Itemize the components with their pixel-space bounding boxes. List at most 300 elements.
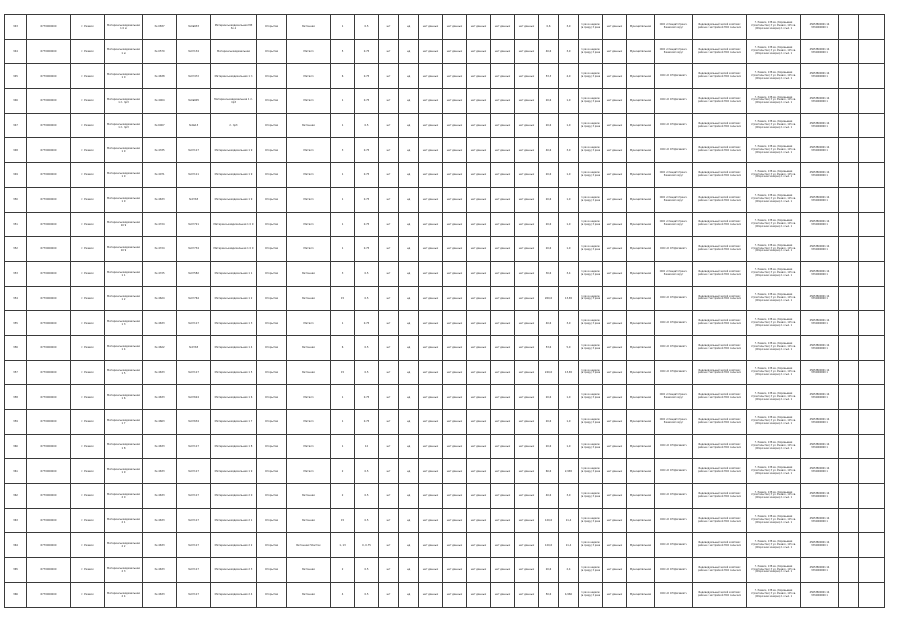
cell-field-14: нет данных	[419, 138, 443, 163]
cell-field-18: нет данных	[515, 187, 539, 212]
cell-empty	[839, 237, 859, 262]
cell-availability: нд	[399, 163, 419, 188]
cell-ownership: Муниципальная	[627, 434, 655, 459]
cell-empty	[839, 434, 859, 459]
cell-field-15: нет данных	[443, 39, 467, 64]
cell-waste-sources: Индивидуальный жилой комплекс района с застройкой ПСО сельских	[693, 286, 747, 311]
cell-site-address: Материнськаядизельная 2 4	[105, 582, 143, 607]
cell-served-addresses: Г. Ржевск, 138 кв. (Коровьевая строительство) 3 ул. Ржевск, 115 кв. (Сборочная зонирна) 1 ссыл. 1	[747, 163, 801, 188]
cell-waste-volume: 20,6	[539, 163, 559, 188]
cell-site-type: Открытая	[257, 434, 287, 459]
cell-unit: шт	[379, 39, 399, 64]
cell-operator: ООО «Спецавтотранс» Ржевский округ	[655, 212, 693, 237]
cell-settlement: г. Ржевск	[71, 459, 105, 484]
cell-field-22: нет данных	[603, 582, 627, 607]
cell-okato-code: 6770000000	[27, 484, 71, 509]
cell-site-name: Материнськаядизельная 2 4	[211, 582, 257, 607]
cell-waste-sources: Индивидуальный жилой комплекс района с застройкой ПСО сельских	[693, 138, 747, 163]
cell-latitude: 3к.4633	[143, 558, 177, 583]
cell-empty	[839, 533, 859, 558]
cell-row-number: 344	[5, 39, 27, 64]
table-row	[5, 163, 885, 188]
cell-pickup-schedule: 1 раз в неделю (в среду) 3 раза	[579, 311, 603, 336]
cell-latitude: 3к.4071	[143, 163, 177, 188]
cell-site-type: Открытая	[257, 163, 287, 188]
cell-container-volume: 0, 0.75	[355, 533, 379, 558]
cell-site-type: Открытая	[257, 15, 287, 40]
cell-field-15: нет данных	[443, 163, 467, 188]
cell-container-volume: 0.75	[355, 311, 379, 336]
cell-field-16: нет данных	[467, 113, 491, 138]
cell-served-addresses: Г. Ржевск, 138 кв. (Коровьевая строительство) 3 ул. Ржевск, 115 кв. (Сборочная зонирна) 1 ссыл. 1	[747, 434, 801, 459]
cell-longitude: 3к0т117	[177, 484, 211, 509]
cell-empty	[839, 286, 859, 311]
cell-latitude: 3к.0570	[143, 39, 177, 64]
cell-row-number: 363	[5, 508, 27, 533]
cell-row-number: 349	[5, 163, 27, 188]
cell-longitude: 3к0т117	[177, 360, 211, 385]
cell-field-18: нет данных	[515, 459, 539, 484]
cell-longitude: 3к0т111	[177, 163, 211, 188]
cell-field-15: нет данных	[443, 533, 467, 558]
cell-longitude: 3к0в605	[177, 89, 211, 114]
cell-unit: шт	[379, 410, 399, 435]
cell-settlement: г. Ржевск	[71, 15, 105, 40]
cell-field-15: нет данных	[443, 508, 467, 533]
cell-waste-volume: 53,6	[539, 335, 559, 360]
cell-surface-type: Металл	[287, 410, 331, 435]
cell-container-volume: 0.75	[355, 385, 379, 410]
cell-waste-mass: 4,9	[559, 64, 579, 89]
cell-availability: нд	[399, 410, 419, 435]
cell-okato-code: 6770000000	[27, 311, 71, 336]
cell-site-name: Материнськаядизельная 2 2	[211, 533, 257, 558]
cell-field-16: нет данных	[467, 187, 491, 212]
cell-availability: нд	[399, 64, 419, 89]
cell-latitude: 3к.4633	[143, 360, 177, 385]
cell-site-type: Открытая	[257, 533, 287, 558]
cell-empty	[839, 558, 859, 583]
cell-field-17: нет данных	[491, 582, 515, 607]
cell-empty	[839, 484, 859, 509]
cell-site-type: Открытая	[257, 385, 287, 410]
data-table	[4, 14, 885, 608]
cell-site-type: Открытая	[257, 360, 287, 385]
cell-row-number: 359	[5, 410, 27, 435]
cell-empty	[859, 484, 885, 509]
cell-waste-mass: 2,965	[559, 459, 579, 484]
cell-field-17: нет данных	[491, 163, 515, 188]
cell-site-type: Открытая	[257, 311, 287, 336]
cell-field-14: нет данных	[419, 113, 443, 138]
table-row	[5, 187, 885, 212]
cell-settlement: г. Ржевск	[71, 138, 105, 163]
cell-waste-mass: 4,960	[559, 582, 579, 607]
cell-field-17: нет данных	[491, 558, 515, 583]
cell-site-name: Материнськаядизельная 1 9	[211, 187, 257, 212]
cell-site-name: Материнськаядизельная 1 п. пр3	[211, 89, 257, 114]
cell-ownership: Муниципальная	[627, 410, 655, 435]
cell-field-17: нет данных	[491, 64, 515, 89]
cell-field-18: нет данных	[515, 286, 539, 311]
cell-surface-type: Металл	[287, 311, 331, 336]
cell-okato-code: 6770000000	[27, 212, 71, 237]
cell-served-addresses: Г. Ржевск, 138 кв. (Коровьевая строительство) 3 ул. Ржевск, 115 кв. (Сборочная зонирна) 1 ссыл. 1	[747, 484, 801, 509]
cell-operator: ООО «К ОП Дагавиат»	[655, 484, 693, 509]
cell-field-17: нет данных	[491, 39, 515, 64]
cell-settlement: г. Ржевск	[71, 187, 105, 212]
cell-pickup-schedule: 1 раз в неделю (в среду) 3 раза	[579, 335, 603, 360]
cell-field-22: нет данных	[603, 558, 627, 583]
cell-okato-code: 6770000000	[27, 237, 71, 262]
cell-served-addresses: Г. Ржевск, 138 кв. (Коровьевая строительство) 3 ул. Ржевск, 115 кв. (Сборочная зонирна) 1 ссыл. 1	[747, 15, 801, 40]
cell-empty	[839, 508, 859, 533]
cell-settlement: г. Ржевск	[71, 582, 105, 607]
cell-ownership: Муниципальная	[627, 89, 655, 114]
cell-site-name: Материнськаядизельная 1 0 9	[211, 237, 257, 262]
cell-waste-sources: Индивидуальный жилой комплекс района с застройкой ПСО сельских	[693, 113, 747, 138]
cell-okato-code: 6770000000	[27, 459, 71, 484]
cell-container-volume: 0.5	[355, 113, 379, 138]
cell-field-14: нет данных	[419, 385, 443, 410]
cell-settlement: г. Ржевск	[71, 311, 105, 336]
cell-operator: ООО «Спецавтотранс» Ржевский округ	[655, 187, 693, 212]
cell-okato-code: 6770000000	[27, 286, 71, 311]
cell-unit: шт	[379, 434, 399, 459]
cell-field-16: нет данных	[467, 434, 491, 459]
cell-oktmo-code: 45653800001 14 3334000000 1	[801, 163, 839, 188]
cell-container-volume: 12	[355, 434, 379, 459]
cell-row-number: 343	[5, 15, 27, 40]
cell-empty	[839, 89, 859, 114]
cell-served-addresses: Г. Ржевск, 138 кв. (Коровьевая строительство) 3 ул. Ржевск, 115 кв. (Сборочная зонирна) 1 ссыл. 1	[747, 508, 801, 533]
cell-row-number: 361	[5, 459, 27, 484]
cell-longitude: 3к0т117	[177, 138, 211, 163]
cell-waste-volume: 40,6	[539, 311, 559, 336]
cell-pickup-schedule: 1 раз в неделю (в среду) 3 раза	[579, 113, 603, 138]
cell-served-addresses: Г. Ржевск, 138 кв. (Коровьевая строительство) 3 ул. Ржевск, 115 кв. (Сборочная зонирна) 1 ссыл. 1	[747, 237, 801, 262]
cell-pickup-schedule: 1 раз в неделю (в среду) 3 раза	[579, 508, 603, 533]
cell-site-type: Открытая	[257, 459, 287, 484]
cell-waste-mass: 3,9	[559, 138, 579, 163]
cell-settlement: г. Ржевск	[71, 335, 105, 360]
cell-field-17: нет данных	[491, 89, 515, 114]
cell-site-address: Материнськаядизельная 1 9	[105, 138, 143, 163]
cell-ownership: Муниципальная	[627, 212, 655, 237]
cell-field-17: нет данных	[491, 261, 515, 286]
cell-row-number: 352	[5, 237, 27, 262]
cell-field-17: нет данных	[491, 138, 515, 163]
cell-surface-type: Металл	[287, 138, 331, 163]
cell-waste-sources: Индивидуальный жилой комплекс района с застройкой ПСО сельских	[693, 533, 747, 558]
cell-availability: нд	[399, 533, 419, 558]
cell-row-number: 365	[5, 558, 27, 583]
table-row	[5, 582, 885, 607]
cell-latitude: 3к.4633	[143, 533, 177, 558]
cell-field-16: нет данных	[467, 459, 491, 484]
cell-unit: шт	[379, 261, 399, 286]
cell-container-volume: 0.5	[355, 286, 379, 311]
cell-ownership: Муниципальная	[627, 484, 655, 509]
cell-row-number: 362	[5, 484, 27, 509]
cell-availability: нд	[399, 212, 419, 237]
cell-ownership: Муниципальная	[627, 360, 655, 385]
cell-pickup-schedule: 1 раз в неделю (в среду) 3 раза	[579, 138, 603, 163]
cell-served-addresses: Г. Ржевск, 138 кв. (Коровьевая строительство) 3 ул. Ржевск, 115 кв. (Сборочная зонирна) 1 ссыл. 1	[747, 410, 801, 435]
cell-waste-volume: 0,6	[539, 15, 559, 40]
cell-oktmo-code: 45653800001 14 3334000000 1	[801, 582, 839, 607]
cell-operator: ООО «Спецавтотранс» Ржевский округ	[655, 385, 693, 410]
cell-availability: нд	[399, 138, 419, 163]
cell-served-addresses: Г. Ржевск, 138 кв. (Коровьевая строительство) 3 ул. Ржевск, 115 кв. (Сборочная зонирна) 1 ссыл. 1	[747, 261, 801, 286]
cell-container-volume: 0.75	[355, 89, 379, 114]
cell-served-addresses: Г. Ржевск, 138 кв. (Коровьевая строительство) 3 ул. Ржевск, 115 кв. (Сборочная зонирна) 1 ссыл. 1	[747, 286, 801, 311]
cell-container-count: 4	[331, 582, 355, 607]
cell-empty	[859, 64, 885, 89]
cell-oktmo-code: 45653800001 14 3334000000 1	[801, 335, 839, 360]
cell-waste-volume: 20,6	[539, 410, 559, 435]
cell-site-address: Материнськаядизельная 1 6	[105, 385, 143, 410]
cell-site-name: Материнськаядизельная 1 2	[211, 286, 257, 311]
cell-ownership: Муниципальная	[627, 311, 655, 336]
cell-served-addresses: Г. Ржевск, 138 кв. (Коровьевая строительство) 3 ул. Ржевск, 115 кв. (Сборочная зонирна) 1 ссыл. 1	[747, 64, 801, 89]
cell-field-17: нет данных	[491, 335, 515, 360]
cell-operator: ООО «К ОП Дагавиат»	[655, 434, 693, 459]
cell-ownership: Муниципальная	[627, 39, 655, 64]
cell-waste-volume: 20,6	[539, 113, 559, 138]
table-row	[5, 89, 885, 114]
cell-waste-sources: Индивидуальный жилой комплекс района с застройкой ПСО сельских	[693, 39, 747, 64]
cell-latitude: 3к.4638	[143, 64, 177, 89]
cell-availability: нд	[399, 434, 419, 459]
cell-field-14: нет данных	[419, 311, 443, 336]
cell-waste-mass: 3,9	[559, 15, 579, 40]
cell-container-volume: 0.5	[355, 582, 379, 607]
cell-ownership: Муниципальная	[627, 237, 655, 262]
cell-waste-volume: 240,6	[539, 360, 559, 385]
cell-site-type: Открытая	[257, 410, 287, 435]
cell-surface-type: Бетонная	[287, 558, 331, 583]
cell-waste-sources: Индивидуальный жилой комплекс района с застройкой ПСО сельских	[693, 311, 747, 336]
cell-waste-mass: 1,9	[559, 434, 579, 459]
cell-served-addresses: Г. Ржевск, 138 кв. (Коровьевая строительство) 3 ул. Ржевск, 115 кв. (Сборочная зонирна) 1 ссыл. 1	[747, 39, 801, 64]
cell-longitude: 3к0т63	[177, 187, 211, 212]
cell-latitude: 3к.4335	[143, 138, 177, 163]
cell-field-14: нет данных	[419, 89, 443, 114]
cell-field-22: нет данных	[603, 163, 627, 188]
cell-longitude: 3к0т624	[177, 385, 211, 410]
cell-unit: шт	[379, 89, 399, 114]
cell-empty	[859, 163, 885, 188]
cell-settlement: г. Ржевск	[71, 533, 105, 558]
cell-settlement: г. Ржевск	[71, 261, 105, 286]
cell-field-18: нет данных	[515, 311, 539, 336]
table-row	[5, 533, 885, 558]
cell-longitude: 3к0т117	[177, 434, 211, 459]
cell-container-count: 6	[331, 64, 355, 89]
cell-okato-code: 6770000000	[27, 508, 71, 533]
cell-availability: нд	[399, 558, 419, 583]
cell-container-count: 1	[331, 237, 355, 262]
cell-empty	[859, 335, 885, 360]
cell-longitude: 3к0т582	[177, 261, 211, 286]
table-row	[5, 261, 885, 286]
cell-latitude: 3к.4633	[143, 508, 177, 533]
cell-field-16: нет данных	[467, 39, 491, 64]
cell-site-name: Материнськаядизельная 1 9	[211, 459, 257, 484]
cell-surface-type: Бетонная	[287, 335, 331, 360]
cell-empty	[839, 163, 859, 188]
cell-field-15: нет данных	[443, 311, 467, 336]
cell-oktmo-code: 45653800001 14 3334000000 1	[801, 508, 839, 533]
table-row	[5, 459, 885, 484]
cell-row-number: 350	[5, 187, 27, 212]
cell-ownership: Муниципальная	[627, 113, 655, 138]
cell-operator: ООО «К ОП Дагавиат»	[655, 64, 693, 89]
cell-settlement: г. Ржевск	[71, 64, 105, 89]
cell-operator: ООО «К ОП Дагавиат»	[655, 558, 693, 583]
cell-served-addresses: Г. Ржевск, 138 кв. (Коровьевая строительство) 3 ул. Ржевск, 115 кв. (Сборочная зонирна) 1 ссыл. 1	[747, 113, 801, 138]
cell-waste-mass: 1,9	[559, 89, 579, 114]
cell-waste-sources: Индивидуальный жилой комплекс района с застройкой ПСО сельских	[693, 89, 747, 114]
cell-settlement: г. Ржевск	[71, 385, 105, 410]
cell-field-16: нет данных	[467, 360, 491, 385]
cell-site-address: Материнськаядизельная 1 0	[105, 64, 143, 89]
cell-waste-sources: Индивидуальный жилой комплекс района с застройкой ПСО сельских	[693, 15, 747, 40]
cell-served-addresses: Г. Ржевск, 138 кв. (Коровьевая строительство) 3 ул. Ржевск, 115 кв. (Сборочная зонирна) 1 ссыл. 1	[747, 360, 801, 385]
cell-latitude: 3к.4633	[143, 484, 177, 509]
cell-site-address: Материнськаядизельная 1 9	[105, 459, 143, 484]
cell-site-address: Материнськаядизельная 1 4	[105, 335, 143, 360]
cell-waste-mass: 13,65	[559, 360, 579, 385]
cell-row-number: 348	[5, 138, 27, 163]
cell-container-volume: 0.75	[355, 163, 379, 188]
cell-pickup-schedule: 1 раз в неделю (в среду) 3 раза	[579, 385, 603, 410]
cell-unit: шт	[379, 360, 399, 385]
cell-waste-sources: Индивидуальный жилой комплекс района с застройкой ПСО сельских	[693, 163, 747, 188]
cell-waste-mass: 1,9	[559, 113, 579, 138]
cell-latitude: 3к.4633	[143, 459, 177, 484]
cell-site-address: Материнськаядизельная 1 1	[105, 261, 143, 286]
cell-field-18: нет данных	[515, 237, 539, 262]
cell-row-number: 364	[5, 533, 27, 558]
cell-waste-sources: Индивидуальный жилой комплекс района с застройкой ПСО сельских	[693, 508, 747, 533]
cell-waste-volume: 20,6	[539, 212, 559, 237]
cell-settlement: г. Ржевск	[71, 484, 105, 509]
cell-surface-type: Металл	[287, 163, 331, 188]
cell-ownership: Муниципальная	[627, 558, 655, 583]
cell-served-addresses: Г. Ржевск, 138 кв. (Коровьевая строительство) 3 ул. Ржевск, 115 кв. (Сборочная зонирна) 1 ссыл. 1	[747, 187, 801, 212]
cell-oktmo-code: 45653800001 14 3334000000 1	[801, 64, 839, 89]
cell-empty	[839, 212, 859, 237]
cell-site-type: Открытая	[257, 508, 287, 533]
cell-field-16: нет данных	[467, 558, 491, 583]
cell-field-22: нет данных	[603, 508, 627, 533]
cell-container-count: 3	[331, 138, 355, 163]
cell-field-17: нет данных	[491, 508, 515, 533]
cell-field-14: нет данных	[419, 335, 443, 360]
cell-okato-code: 6770000000	[27, 39, 71, 64]
cell-waste-mass: 2,4	[559, 558, 579, 583]
cell-field-14: нет данных	[419, 15, 443, 40]
cell-okato-code: 6770000000	[27, 163, 71, 188]
cell-longitude: 3к0т117	[177, 459, 211, 484]
cell-empty	[859, 237, 885, 262]
cell-pickup-schedule: 1 раз в неделю (в среду) 3 раза	[579, 360, 603, 385]
cell-ownership: Муниципальная	[627, 15, 655, 40]
cell-surface-type: Бетонная	[287, 261, 331, 286]
cell-field-16: нет данных	[467, 64, 491, 89]
cell-field-17: нет данных	[491, 360, 515, 385]
cell-waste-sources: Индивидуальный жилой комплекс района с застройкой ПСО сельских	[693, 335, 747, 360]
cell-pickup-schedule: 1 раз в неделю (в среду) 3 раза	[579, 237, 603, 262]
cell-settlement: г. Ржевск	[71, 558, 105, 583]
cell-empty	[859, 187, 885, 212]
cell-longitude: 3к0т472	[177, 64, 211, 89]
cell-field-22: нет данных	[603, 286, 627, 311]
cell-field-15: нет данных	[443, 385, 467, 410]
cell-container-count: 2	[331, 484, 355, 509]
cell-field-15: нет данных	[443, 237, 467, 262]
table-row	[5, 385, 885, 410]
cell-container-volume: 0.5	[355, 558, 379, 583]
cell-availability: нд	[399, 113, 419, 138]
cell-okato-code: 6770000000	[27, 385, 71, 410]
cell-field-22: нет данных	[603, 360, 627, 385]
cell-empty	[839, 15, 859, 40]
cell-field-18: нет данных	[515, 138, 539, 163]
cell-operator: ООО «К ОП Дагавиат»	[655, 582, 693, 607]
cell-field-16: нет данных	[467, 15, 491, 40]
cell-site-type: Открытая	[257, 237, 287, 262]
cell-empty	[859, 508, 885, 533]
cell-okato-code: 6770000000	[27, 187, 71, 212]
cell-field-16: нет данных	[467, 89, 491, 114]
cell-field-15: нет данных	[443, 187, 467, 212]
cell-oktmo-code: 45653800001 14 3334000000 1	[801, 286, 839, 311]
cell-settlement: г. Ржевск	[71, 89, 105, 114]
cell-field-18: нет данных	[515, 261, 539, 286]
cell-field-14: нет данных	[419, 360, 443, 385]
cell-settlement: г. Ржевск	[71, 508, 105, 533]
cell-field-22: нет данных	[603, 39, 627, 64]
cell-latitude: 3к.4633	[143, 187, 177, 212]
cell-container-count: 15	[331, 508, 355, 533]
cell-row-number: 356	[5, 335, 27, 360]
cell-container-count: 1	[331, 89, 355, 114]
cell-row-number: 346	[5, 89, 27, 114]
cell-ownership: Муниципальная	[627, 533, 655, 558]
cell-empty	[859, 212, 885, 237]
cell-field-16: нет данных	[467, 410, 491, 435]
cell-container-volume: 0.5	[355, 360, 379, 385]
cell-site-type: Открытая	[257, 484, 287, 509]
cell-operator: ООО «Спецавтотранс» Ржевский округ	[655, 39, 693, 64]
cell-served-addresses: Г. Ржевск, 138 кв. (Коровьевая строительство) 3 ул. Ржевск, 115 кв. (Сборочная зонирна) 1 ссыл. 1	[747, 385, 801, 410]
cell-site-address: Материнськаядизельная 1 2	[105, 286, 143, 311]
cell-unit: шт	[379, 508, 399, 533]
cell-waste-mass: 11,4	[559, 508, 579, 533]
cell-settlement: г. Ржевск	[71, 113, 105, 138]
cell-field-18: нет данных	[515, 533, 539, 558]
cell-waste-sources: Индивидуальный жилой комплекс района с застройкой ПСО сельских	[693, 237, 747, 262]
cell-availability: нд	[399, 39, 419, 64]
cell-field-17: нет данных	[491, 286, 515, 311]
cell-field-15: нет данных	[443, 582, 467, 607]
cell-field-17: нет данных	[491, 410, 515, 435]
cell-waste-volume: 20,6	[539, 89, 559, 114]
cell-empty	[839, 187, 859, 212]
